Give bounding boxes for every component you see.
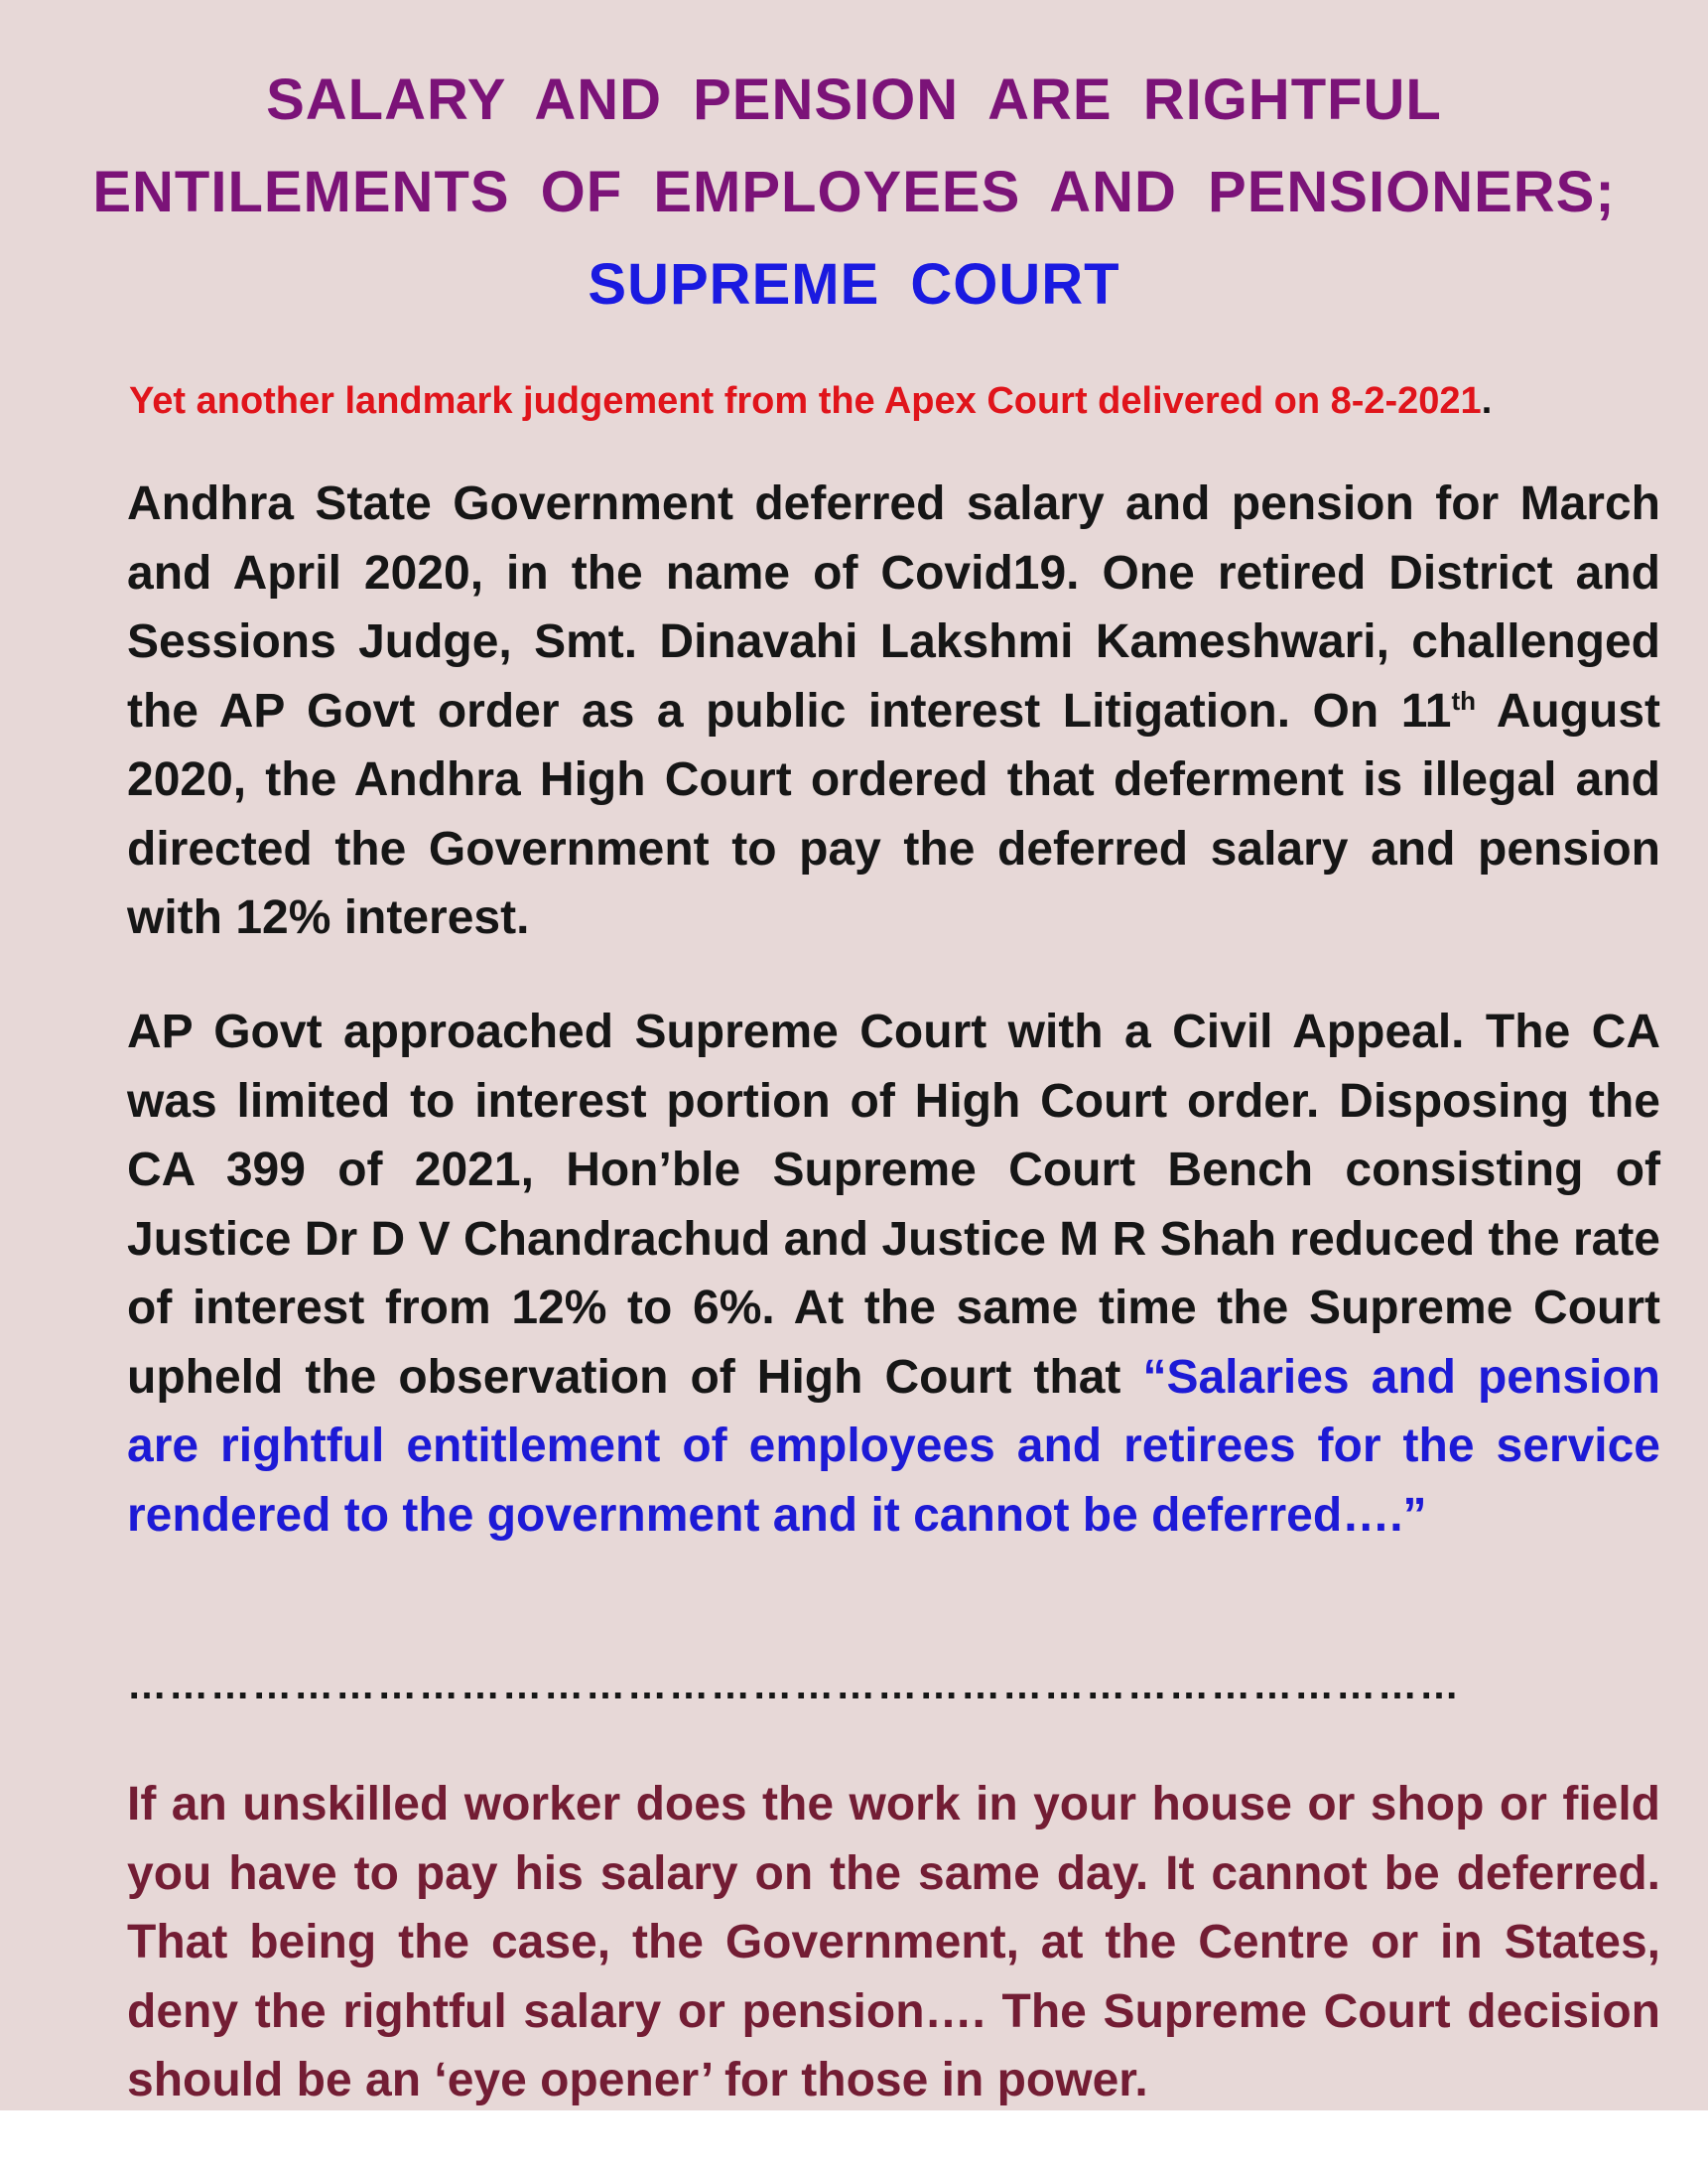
paragraph-1-text-b: August 2020, the Andhra High Court ordered that deferment is illegal and directed the Government to pay the deferred salary and pension with 12% interest. [127,684,1660,944]
headline-line-3: SUPREME COURT [588,252,1120,317]
dotted-separator: …………………………………………………………………………………… [127,1664,1461,1707]
paragraph-2-text: AP Govt approached Supreme Court with a Civil Appeal. The CA was limited to interest portion of High Court order. Disposing the CA 399 of 2021, Hon’ble Supreme Court Bench consisting of Justice Dr D V Chandrachud and Justice M R Shah reduced the rate of interest from 12% to 6%. At the same time the Supreme Court upheld the observation of High Court that [127,1006,1660,1404]
paragraph-high-court [127,470,1660,953]
paragraph-1-text-a: Andhra State Government deferred salary and pension for March and April 2020, in the name of Covid19. One retired District and Sessions Judge, Smt. Dinavahi Lakshmi Kameshwari, challenged the AP Govt order as a public interest Litigation. On 11 [127,477,1660,738]
subheadline-text: Yet another landmark judgement from the Apex Court delivered on 8-2-2021 [129,380,1482,422]
court-quote: “Salaries and pension are rightful entitlement of employees and retirees for the service rendered to the government and it cannot be deferred….” [127,1350,1660,1542]
headline-line-2: ENTILEMENTS OF EMPLOYEES AND PENSIONERS; [92,160,1616,224]
ordinal-superscript: th [1451,685,1476,716]
paragraph-supreme-court [127,998,1660,1550]
subheadline [129,380,1492,423]
subheadline-period: . [1481,380,1493,422]
paragraph-closing: If an unskilled worker does the work in your house or shop or field you have to pay his salary on the same day. It cannot be deferred. That being the case, the Government, at the Centre or in States, deny the rightful salary or pension…. The Supreme Court decision should be an ‘eye opener’ for those in power. [127,1778,1660,2106]
headline-line-1: SALARY AND PENSION ARE RIGHTFUL [266,68,1442,132]
